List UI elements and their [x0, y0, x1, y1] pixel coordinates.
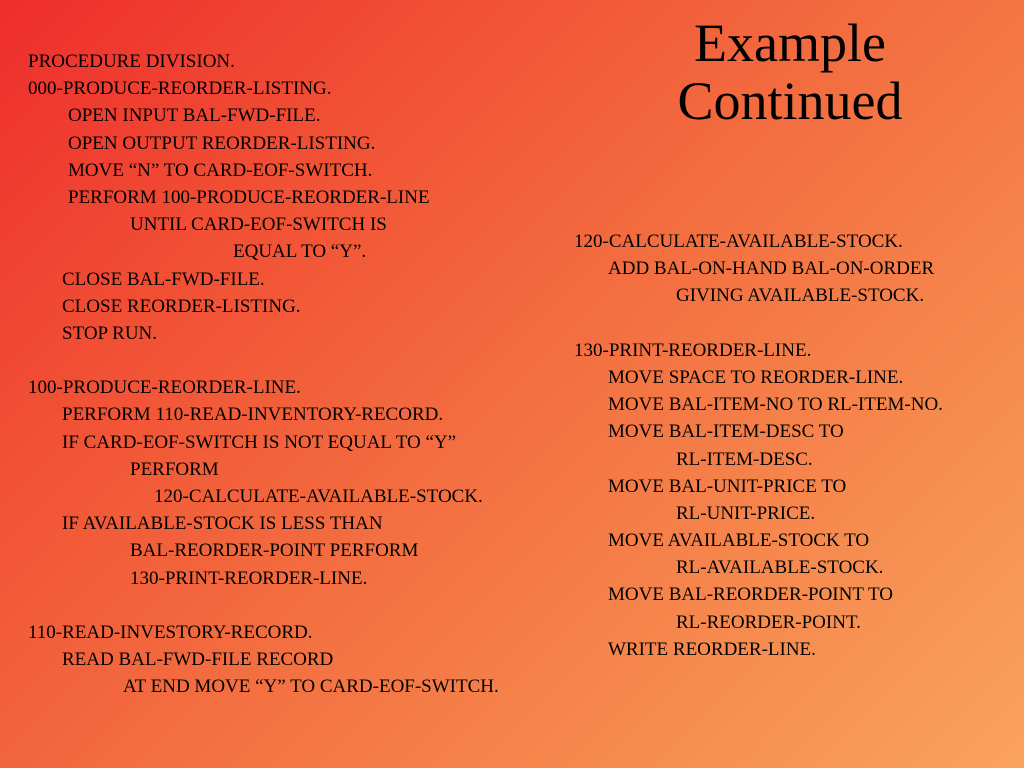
- code-line: RL-UNIT-PRICE.: [676, 502, 816, 524]
- code-line: MOVE BAL-ITEM-NO TO RL-ITEM-NO.: [608, 394, 943, 416]
- slide-title-line-1: Example: [694, 13, 886, 73]
- code-line: 100-PRODUCE-REORDER-LINE.: [28, 377, 301, 399]
- code-line: RL-AVAILABLE-STOCK.: [676, 557, 884, 579]
- left-code-block: [28, 48, 499, 701]
- code-line: MOVE SPACE TO REORDER-LINE.: [608, 366, 904, 388]
- code-line: PERFORM: [130, 458, 219, 480]
- code-line: EQUAL TO “Y”.: [233, 241, 367, 263]
- code-line: IF AVAILABLE-STOCK IS LESS THAN: [62, 513, 383, 535]
- code-line: MOVE “N” TO CARD-EOF-SWITCH.: [68, 159, 373, 181]
- code-line: CLOSE BAL-FWD-FILE.: [62, 268, 265, 290]
- code-line: READ BAL-FWD-FILE RECORD: [62, 649, 334, 671]
- code-line: AT END MOVE “Y” TO CARD-EOF-SWITCH.: [123, 676, 499, 698]
- code-line: MOVE BAL-ITEM-DESC TO: [608, 421, 844, 443]
- slide-title: [600, 14, 980, 130]
- code-line: OPEN OUTPUT REORDER-LISTING.: [68, 132, 376, 154]
- code-line: 130-PRINT-REORDER-LINE.: [130, 567, 368, 589]
- code-line: GIVING AVAILABLE-STOCK.: [676, 285, 925, 307]
- code-line: WRITE REORDER-LINE.: [608, 638, 816, 660]
- code-line: 120-CALCULATE-AVAILABLE-STOCK.: [574, 231, 903, 252]
- code-line: MOVE BAL-REORDER-POINT TO: [608, 584, 894, 606]
- code-line: PERFORM 100-PRODUCE-REORDER-LINE: [68, 186, 430, 208]
- code-line: UNTIL CARD-EOF-SWITCH IS: [130, 214, 387, 236]
- code-line: 130-PRINT-REORDER-LINE.: [574, 339, 812, 361]
- right-code-block: [574, 228, 943, 663]
- slide-title-line-2: Continued: [677, 71, 903, 131]
- code-line: CLOSE REORDER-LISTING.: [62, 295, 301, 317]
- code-line: 110-READ-INVESTORY-RECORD.: [28, 621, 313, 643]
- code-line: MOVE AVAILABLE-STOCK TO: [608, 530, 870, 552]
- code-line: PROCEDURE DIVISION.: [28, 51, 235, 72]
- code-line: IF CARD-EOF-SWITCH IS NOT EQUAL TO “Y”: [62, 431, 457, 453]
- code-line: PERFORM 110-READ-INVENTORY-RECORD.: [62, 404, 444, 426]
- code-line: RL-ITEM-DESC.: [676, 448, 813, 470]
- code-line: ADD BAL-ON-HAND BAL-ON-ORDER: [608, 258, 935, 280]
- code-line: OPEN INPUT BAL-FWD-FILE.: [68, 105, 321, 127]
- code-line: RL-REORDER-POINT.: [676, 611, 861, 633]
- code-line: MOVE BAL-UNIT-PRICE TO: [608, 475, 847, 497]
- code-line: STOP RUN.: [62, 322, 158, 344]
- code-line: BAL-REORDER-POINT PERFORM: [130, 540, 419, 562]
- code-line: [28, 592, 499, 619]
- code-line: 000-PRODUCE-REORDER-LISTING.: [28, 78, 332, 100]
- code-line: 120-CALCULATE-AVAILABLE-STOCK.: [154, 486, 483, 507]
- code-line: [574, 310, 943, 337]
- code-line: [28, 347, 499, 374]
